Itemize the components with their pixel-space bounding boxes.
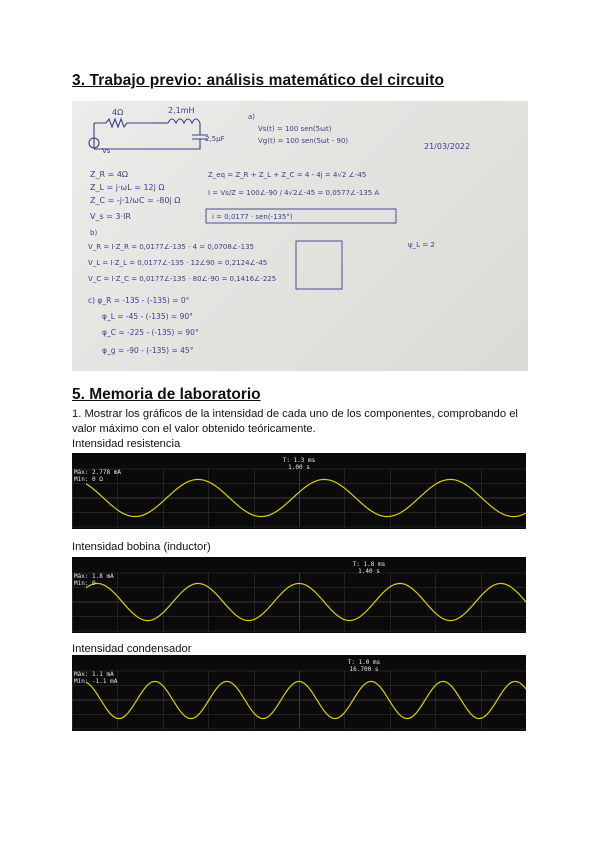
scope-min-bobina: Mín: 0 xyxy=(74,580,96,587)
scope-period-condensador: T: 1.0 ms xyxy=(347,659,381,666)
hw-line-11: V_C = I·Z_C = 0,0177∠-135 · 80∠-90 = 0,1416∠-225 xyxy=(88,275,277,283)
given-a: a) xyxy=(248,113,256,121)
scope-resistencia xyxy=(72,453,526,529)
given-vs: Vs(t) = 100 sen(5ωt) xyxy=(258,125,332,133)
circuit-schematic xyxy=(89,119,208,149)
given-vg: Vg(t) = 100 sen(5ωt - 90) xyxy=(258,137,349,145)
label-capacitor: 2,5μF xyxy=(205,135,225,143)
label-source: Vs xyxy=(102,147,111,155)
hw-line-7: i = 0,0177 · sen(-135°) xyxy=(212,213,293,221)
scope-time-condensador: 16.700 s xyxy=(349,666,379,673)
hw-line-3: Z_C = -j·1/ωC = -80j Ω xyxy=(90,196,181,205)
caption-resistencia: Intensidad resistencia xyxy=(72,438,181,450)
scope-max-bobina: Máx: 1.8 mA xyxy=(74,573,114,580)
scope-max-resistencia: Máx: 2.778 mA xyxy=(74,469,121,476)
hw-line-5: Z_eq = Z_R + Z_L + Z_C = 4 - 4j = 4√2 ∠-45 xyxy=(208,171,367,179)
section-5-title: 5. Memoria de laboratorio xyxy=(72,386,261,403)
label-resistor: 4Ω xyxy=(112,108,124,117)
handwritten-notes-photo xyxy=(72,101,528,371)
hw-line-10: V_L = I·Z_L = 0,0177∠-135 · 12∠90 = 0,2124∠-45 xyxy=(88,259,268,267)
hw-line-8: b) xyxy=(90,229,98,237)
scope-period-resistencia: T: 1.3 ms xyxy=(282,457,316,464)
hw-line-2: Z_L = j·ωL = 12j Ω xyxy=(90,183,165,192)
label-inductor: 2,1mH xyxy=(168,106,195,115)
scope-condensador xyxy=(72,655,526,731)
caption-condensador: Intensidad condensador xyxy=(72,643,192,655)
hw-box-voltages xyxy=(296,241,342,289)
section-3-title: 3. Trabajo previo: análisis matemático del circuito xyxy=(72,72,445,89)
notes-date: 21/03/2022 xyxy=(424,142,471,151)
scope-bobina xyxy=(72,557,526,633)
hw-line-13: φ_L = -45 - (-135) = 90° xyxy=(102,312,193,321)
scope-time-resistencia: 1.00 s xyxy=(288,464,310,471)
hw-line-15: φ_g = -90 - (-135) = 45° xyxy=(102,346,194,355)
hw-line-9: V_R = I·Z_R = 0,0177∠-135 · 4 = 0,0708∠-135 xyxy=(88,243,254,251)
scope-trace-condensador xyxy=(72,655,526,731)
handwritten-notes-drawing xyxy=(72,101,528,371)
hw-line-1: Z_R = 4Ω xyxy=(90,170,129,179)
scope-period-bobina: T: 1.8 ms xyxy=(352,561,386,568)
caption-bobina: Intensidad bobina (inductor) xyxy=(72,541,211,553)
scope-min-condensador: Mín: -1.1 mA xyxy=(74,678,118,685)
section-5-paragraph: 1. Mostrar los gráficos de la intensidad de cada uno de los componentes, comprobando el valor máximo con el valor obtenido teóricamente. xyxy=(72,408,518,435)
scope-trace-bobina xyxy=(72,557,526,633)
scope-time-bobina: 1.40 s xyxy=(358,568,380,575)
hw-side-note: ψ_L = 2 xyxy=(408,241,435,249)
hw-line-14: φ_C = -225 - (-135) = 90° xyxy=(102,328,199,337)
scope-max-condensador: Máx: 1.1 mA xyxy=(74,671,114,678)
scope-min-resistencia: Mín: 0 Ω xyxy=(74,476,103,483)
hw-line-4: V_s = 3·IR xyxy=(90,212,131,221)
hw-line-6: I = Vs/Z = 100∠-90 / 4√2∠-45 = 0,0577∠-135 A xyxy=(208,189,380,197)
hw-line-12: c) φ_R = -135 - (-135) = 0° xyxy=(88,296,190,305)
